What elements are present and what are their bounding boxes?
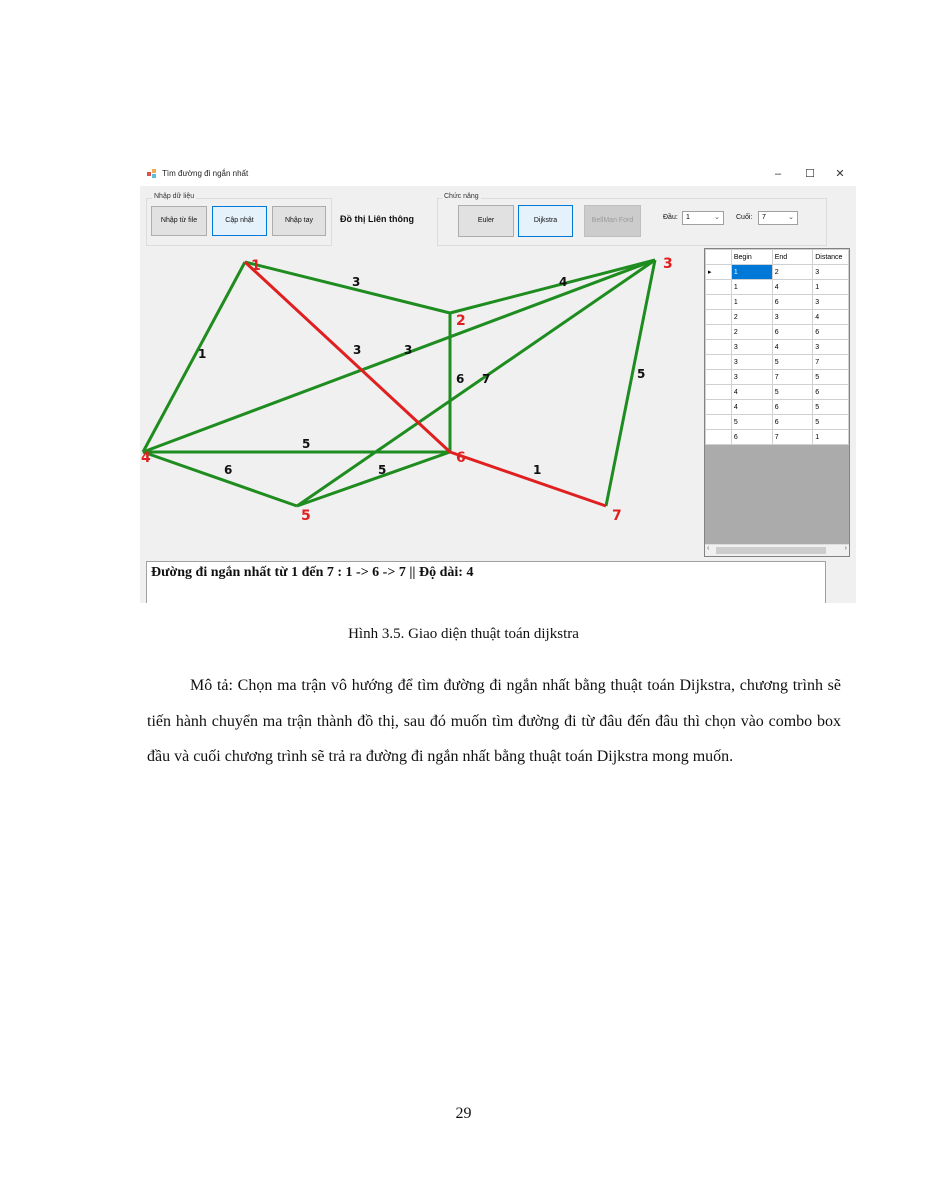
table-row[interactable] xyxy=(706,385,849,400)
column-header-distance[interactable]: Distance xyxy=(813,250,849,265)
cell-distance[interactable]: 3 xyxy=(813,265,849,280)
edge-weight-3-4: 3 xyxy=(404,343,413,357)
result-text: Đường đi ngắn nhất từ 1 đến 7 : 1 -> 6 -> 7 || Độ dài: 4 xyxy=(151,565,474,580)
cell-end[interactable]: 6 xyxy=(772,415,813,430)
table-row[interactable] xyxy=(706,310,849,325)
row-header[interactable] xyxy=(706,355,732,370)
table-row[interactable] xyxy=(706,295,849,310)
cell-begin[interactable]: 2 xyxy=(731,310,772,325)
cell-distance[interactable]: 6 xyxy=(813,385,849,400)
connectivity-status: Đồ thị Liên thông xyxy=(340,214,414,224)
table-row[interactable] xyxy=(706,355,849,370)
edge-4-5 xyxy=(143,452,297,506)
edge-weight-1-4: 1 xyxy=(198,347,207,361)
result-textbox[interactable] xyxy=(146,561,826,603)
row-header[interactable] xyxy=(706,340,732,355)
cell-end[interactable]: 4 xyxy=(772,340,813,355)
vertex-label-5: 5 xyxy=(301,508,311,524)
row-header-corner xyxy=(706,250,732,265)
row-header[interactable] xyxy=(706,400,732,415)
cell-begin[interactable]: 1 xyxy=(731,295,772,310)
page-number: 29 xyxy=(455,1105,472,1122)
cell-distance[interactable]: 1 xyxy=(813,280,849,295)
cell-distance[interactable]: 7 xyxy=(813,355,849,370)
cell-end[interactable]: 7 xyxy=(772,370,813,385)
edge-data-grid[interactable] xyxy=(704,248,850,557)
end-vertex-select[interactable] xyxy=(758,211,798,225)
bellman-ford-button[interactable]: BellMan Ford xyxy=(584,205,641,237)
cell-begin[interactable]: 1 xyxy=(731,265,772,280)
vertex-label-6: 6 xyxy=(456,450,466,466)
column-header-end[interactable]: End xyxy=(772,250,813,265)
grid-header-row xyxy=(706,250,849,265)
cell-begin[interactable]: 5 xyxy=(731,415,772,430)
euler-button[interactable]: Euler xyxy=(458,205,514,237)
table-row[interactable] xyxy=(706,370,849,385)
manual-input-button[interactable]: Nhập tay xyxy=(272,206,326,236)
cell-distance[interactable]: 3 xyxy=(813,340,849,355)
row-header[interactable] xyxy=(706,325,732,340)
cell-end[interactable]: 5 xyxy=(772,385,813,400)
column-header-begin[interactable]: Begin xyxy=(731,250,772,265)
cell-end[interactable]: 4 xyxy=(772,280,813,295)
graph-canvas xyxy=(140,248,700,560)
cell-end[interactable]: 2 xyxy=(772,265,813,280)
minimize-button[interactable]: – xyxy=(774,168,782,180)
cell-distance[interactable]: 4 xyxy=(813,310,849,325)
cell-distance[interactable]: 6 xyxy=(813,325,849,340)
cell-begin[interactable]: 3 xyxy=(731,340,772,355)
cell-begin[interactable]: 4 xyxy=(731,400,772,415)
title-bar xyxy=(140,162,856,186)
cell-end[interactable]: 6 xyxy=(772,400,813,415)
row-header[interactable] xyxy=(706,295,732,310)
scroll-left-icon[interactable]: ‹ xyxy=(707,545,710,552)
function-group-label: Chức năng xyxy=(444,193,479,200)
edge-3-7 xyxy=(606,260,655,506)
input-group-label: Nhập dữ liệu xyxy=(154,193,195,200)
row-header[interactable] xyxy=(706,430,732,445)
row-header[interactable] xyxy=(706,370,732,385)
cell-end[interactable]: 3 xyxy=(772,310,813,325)
edge-weight-2-6: 6 xyxy=(456,372,465,386)
vertex-label-2: 2 xyxy=(456,313,466,329)
dijkstra-button[interactable]: Dijkstra xyxy=(518,205,573,237)
edge-weight-4-6: 5 xyxy=(302,437,311,451)
edge-weight-3-7: 5 xyxy=(637,367,646,381)
edge-1-4 xyxy=(143,262,245,452)
edge-6-7 xyxy=(450,452,606,506)
table-row[interactable] xyxy=(706,280,849,295)
row-header[interactable] xyxy=(706,385,732,400)
vertex-label-1: 1 xyxy=(251,258,261,274)
table-row[interactable] xyxy=(706,430,849,445)
edge-5-6 xyxy=(297,452,450,506)
table-row[interactable] xyxy=(706,400,849,415)
cell-end[interactable]: 7 xyxy=(772,430,813,445)
cell-begin[interactable]: 6 xyxy=(731,430,772,445)
maximize-button[interactable]: ☐ xyxy=(805,168,815,180)
end-label: Cuối: xyxy=(736,214,753,221)
edge-weight-1-6: 3 xyxy=(353,343,362,357)
scroll-thumb[interactable] xyxy=(716,547,826,554)
chevron-down-icon: ⌄ xyxy=(714,214,720,221)
edge-weight-4-5: 6 xyxy=(224,463,233,477)
cell-distance[interactable]: 5 xyxy=(813,400,849,415)
edge-1-6 xyxy=(245,262,450,452)
vertex-label-7: 7 xyxy=(612,508,622,524)
horizontal-scrollbar[interactable] xyxy=(705,544,849,556)
table-row[interactable] xyxy=(706,415,849,430)
cell-begin[interactable]: 2 xyxy=(731,325,772,340)
chevron-down-icon: ⌄ xyxy=(788,214,794,221)
start-vertex-value: 1 xyxy=(686,214,690,221)
cell-distance[interactable]: 5 xyxy=(813,370,849,385)
end-vertex-value: 7 xyxy=(762,214,766,221)
update-button[interactable]: Cập nhật xyxy=(212,206,267,236)
edge-3-5 xyxy=(297,260,655,506)
vertex-label-4: 4 xyxy=(141,450,151,466)
app-window xyxy=(140,162,856,603)
edge-1-2 xyxy=(245,262,450,313)
cell-begin[interactable]: 3 xyxy=(731,370,772,385)
edge-weight-3-5: 7 xyxy=(482,372,491,386)
edge-2-3 xyxy=(450,260,655,313)
table-row[interactable] xyxy=(706,340,849,355)
window-title: Tìm đường đi ngắn nhất xyxy=(162,169,249,178)
cell-begin[interactable]: 3 xyxy=(731,355,772,370)
description-paragraph: Mô tả: Chọn ma trận vô hướng để tìm đường đi ngắn nhất bằng thuật toán Dijkstra, chương trình sẽ tiến hành chuyển ma trận thành đồ thị, sau đó muốn tìm đường đi từ đâu đến đâu thì chọn vào combo box đầu và cuối chương trình sẽ trả ra đường đi ngắn nhất bằng thuật toán Dijkstra mong muốn. xyxy=(147,677,841,765)
load-file-button[interactable]: Nhập từ file xyxy=(151,206,207,236)
edge-weight-6-7: 1 xyxy=(533,463,542,477)
cell-end[interactable]: 5 xyxy=(772,355,813,370)
cell-distance[interactable]: 5 xyxy=(813,415,849,430)
table-row[interactable] xyxy=(706,265,849,280)
close-button[interactable]: ✕ xyxy=(835,168,845,180)
edge-weight-1-2: 3 xyxy=(352,275,361,289)
scroll-right-icon[interactable]: › xyxy=(844,545,847,552)
vertex-label-3: 3 xyxy=(663,256,673,272)
edge-table xyxy=(705,249,849,445)
start-vertex-select[interactable] xyxy=(682,211,724,225)
row-header[interactable]: ▸ xyxy=(706,265,732,280)
start-label: Đầu: xyxy=(663,214,678,221)
row-header[interactable] xyxy=(706,280,732,295)
app-icon xyxy=(147,169,157,179)
cell-end[interactable]: 6 xyxy=(772,295,813,310)
cell-begin[interactable]: 1 xyxy=(731,280,772,295)
edge-weight-5-6: 5 xyxy=(378,463,387,477)
cell-distance[interactable]: 1 xyxy=(813,430,849,445)
cell-distance[interactable]: 3 xyxy=(813,295,849,310)
cell-end[interactable]: 6 xyxy=(772,325,813,340)
row-header[interactable] xyxy=(706,310,732,325)
figure-caption: Hình 3.5. Giao diện thuật toán dijkstra xyxy=(348,626,579,642)
edge-3-4 xyxy=(143,260,655,452)
cell-begin[interactable]: 4 xyxy=(731,385,772,400)
table-row[interactable] xyxy=(706,325,849,340)
row-header[interactable] xyxy=(706,415,732,430)
edge-weight-2-3: 4 xyxy=(559,275,568,289)
